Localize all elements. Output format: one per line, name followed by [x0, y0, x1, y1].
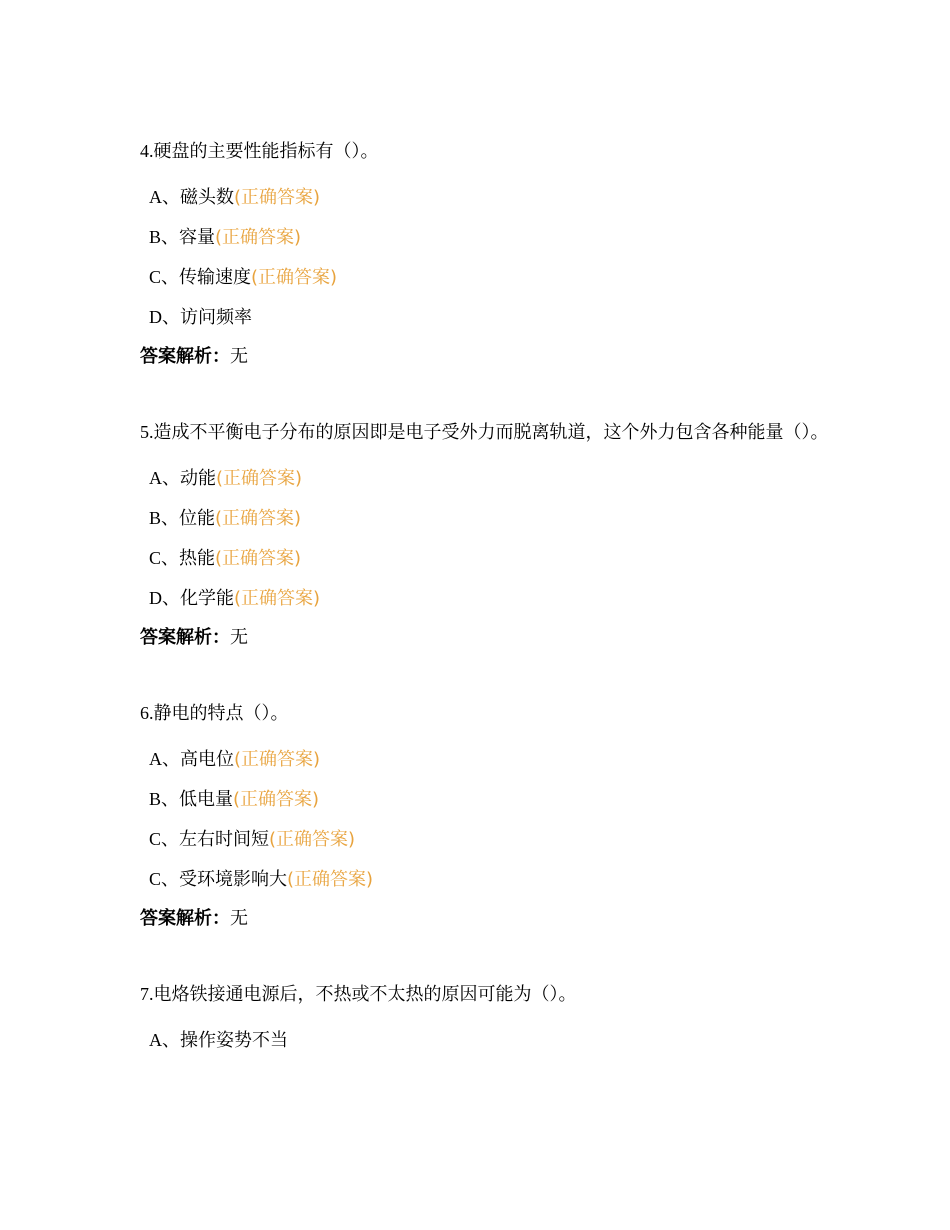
question-number: 6. [140, 703, 154, 723]
correct-answer-mark: (正确答案) [234, 749, 321, 770]
option-text: 传输速度 [179, 267, 252, 288]
option-d [140, 297, 830, 337]
option-text: 受环境影响大 [179, 869, 288, 890]
option-a [140, 177, 830, 217]
option-letter: D、 [149, 588, 180, 608]
option-text: 化学能 [180, 588, 234, 609]
document-page [140, 132, 830, 1096]
analysis-text: 无 [230, 627, 248, 648]
correct-answer-mark: (正确答案) [233, 789, 320, 810]
option-letter: C、 [149, 548, 180, 568]
option-c [140, 257, 830, 297]
option-text: 位能 [179, 508, 216, 529]
correct-answer-mark: (正确答案) [251, 267, 338, 288]
option-c-2 [140, 859, 830, 899]
analysis-label: 答案解析： [140, 346, 230, 367]
option-b [140, 779, 830, 819]
option-text: 左右时间短 [179, 829, 270, 850]
question-text: 静电的特点（）。 [153, 703, 289, 724]
correct-answer-mark: (正确答案) [234, 187, 321, 208]
question-5 [140, 413, 830, 658]
question-title [140, 694, 830, 733]
option-letter: C、 [149, 829, 180, 849]
correct-answer-mark: (正确答案) [287, 869, 374, 890]
question-title [140, 132, 830, 171]
answer-analysis [140, 899, 830, 939]
correct-answer-mark: (正确答案) [215, 227, 302, 248]
correct-answer-mark: (正确答案) [234, 588, 321, 609]
option-text: 访问频率 [180, 307, 252, 328]
question-title [140, 413, 830, 452]
correct-answer-mark: (正确答案) [269, 829, 356, 850]
option-letter: C、 [149, 267, 180, 287]
option-text: 动能 [180, 468, 216, 489]
analysis-text: 无 [230, 346, 248, 367]
question-text: 硬盘的主要性能指标有（）。 [153, 141, 379, 162]
correct-answer-mark: (正确答案) [215, 548, 302, 569]
option-text: 磁头数 [180, 187, 234, 208]
question-text: 电烙铁接通电源后，不热或不太热的原因可能为（）。 [153, 984, 577, 1005]
option-letter: A、 [149, 749, 180, 769]
option-b [140, 498, 830, 538]
question-text: 造成不平衡电子分布的原因即是电子受外力而脱离轨道，这个外力包含各种能量（）。 [153, 422, 829, 443]
option-a [140, 1020, 830, 1060]
option-letter: C、 [149, 869, 180, 889]
answer-analysis [140, 337, 830, 377]
option-letter: A、 [149, 1030, 180, 1050]
option-text: 热能 [179, 548, 216, 569]
option-a [140, 739, 830, 779]
option-c [140, 819, 830, 859]
question-number: 5. [140, 422, 154, 442]
option-c [140, 538, 830, 578]
analysis-label: 答案解析： [140, 627, 230, 648]
option-letter: A、 [149, 187, 180, 207]
option-letter: B、 [149, 789, 180, 809]
analysis-label: 答案解析： [140, 908, 230, 929]
answer-analysis [140, 618, 830, 658]
option-text: 高电位 [180, 749, 234, 770]
option-text: 低电量 [179, 789, 234, 810]
option-letter: B、 [149, 508, 180, 528]
option-b [140, 217, 830, 257]
analysis-text: 无 [230, 908, 248, 929]
question-number: 4. [140, 141, 154, 161]
correct-answer-mark: (正确答案) [215, 508, 302, 529]
question-6 [140, 694, 830, 939]
option-text: 操作姿势不当 [180, 1030, 288, 1051]
correct-answer-mark: (正确答案) [216, 468, 303, 489]
option-text: 容量 [179, 227, 216, 248]
option-a [140, 458, 830, 498]
question-4 [140, 132, 830, 377]
question-7 [140, 975, 830, 1060]
option-letter: D、 [149, 307, 180, 327]
option-letter: A、 [149, 468, 180, 488]
option-letter: B、 [149, 227, 180, 247]
question-number: 7. [140, 984, 154, 1004]
question-title [140, 975, 830, 1014]
option-d [140, 578, 830, 618]
